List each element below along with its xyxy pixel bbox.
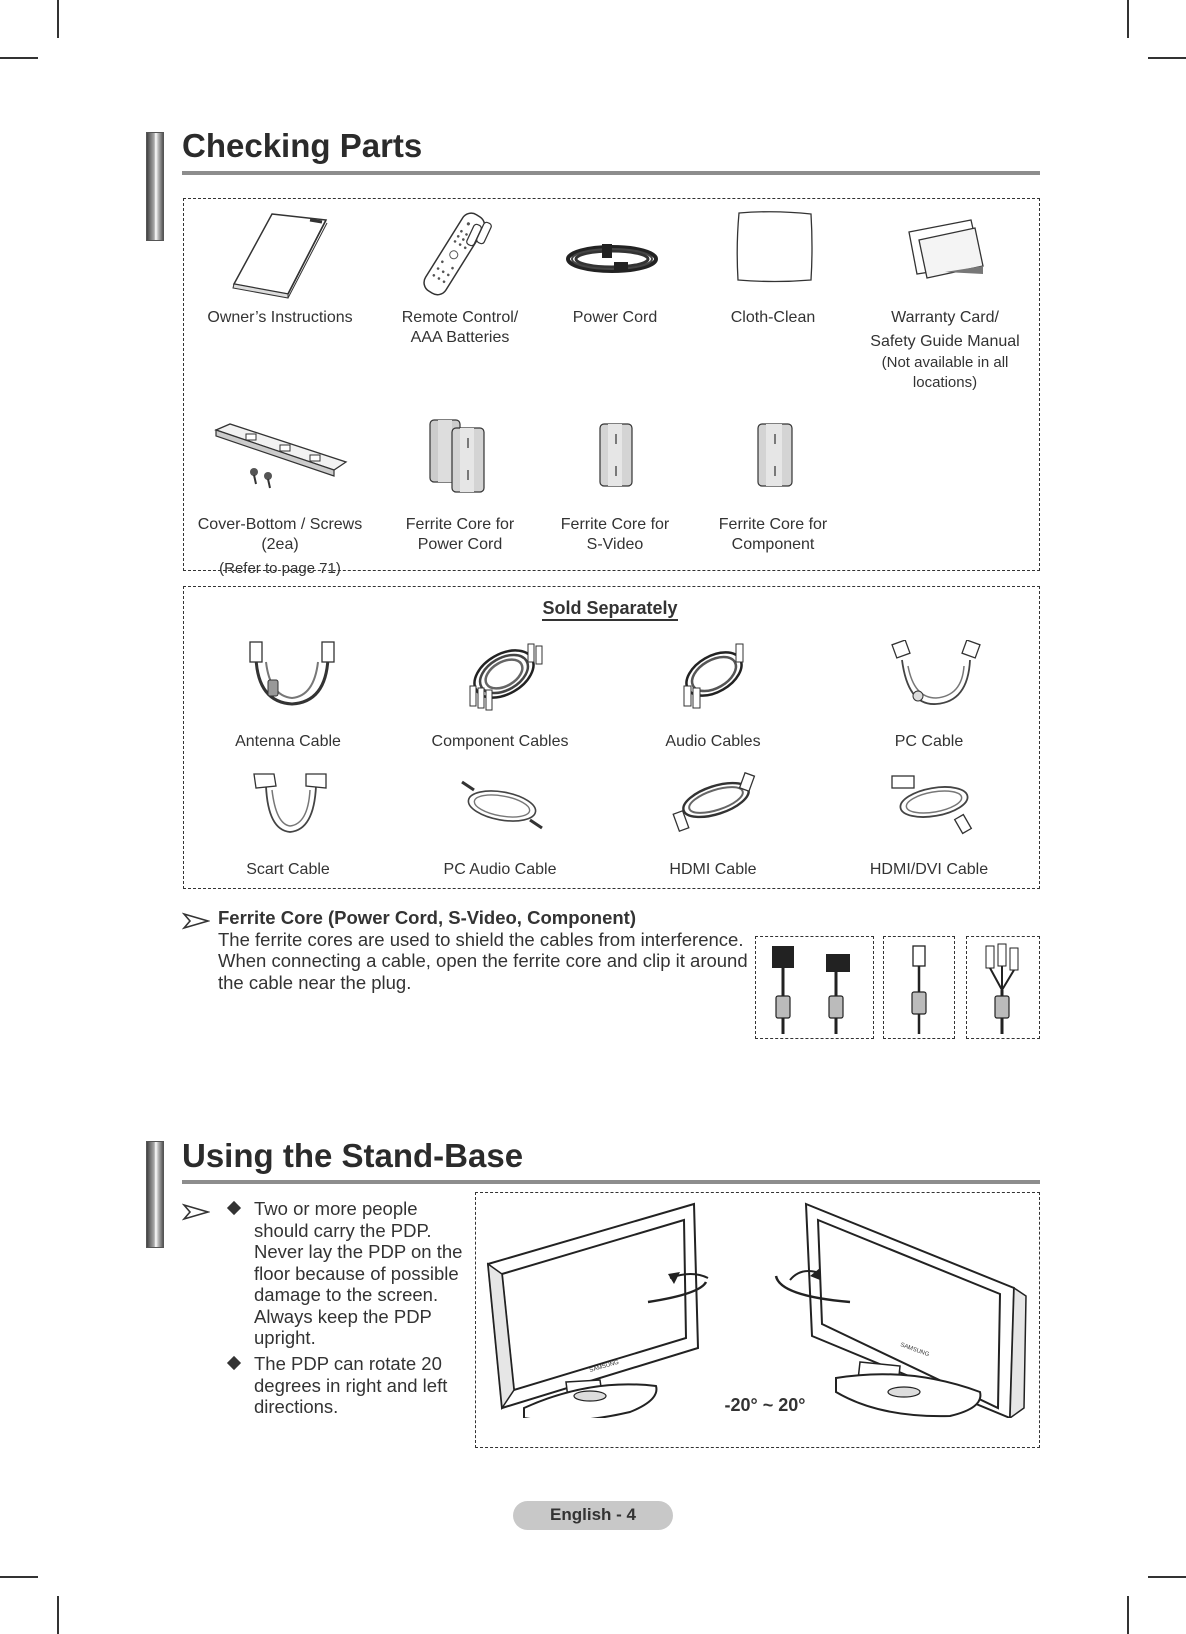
cable-label: HDMI/DVI Cable: [869, 861, 989, 878]
bullet-diamond-icon: [227, 1201, 241, 1215]
ferrite-core-icon: [598, 422, 634, 488]
tv-rotation-illustration: [480, 1196, 1036, 1418]
crop-mark: [1148, 57, 1186, 59]
part-label: [185, 515, 375, 579]
part-label-line: AAA Batteries: [410, 329, 510, 346]
pc-audio-cable-icon: [458, 776, 546, 834]
crop-mark: [0, 57, 38, 59]
crop-mark: [1127, 0, 1129, 38]
tv-brand-text: SAMSUNG: [588, 1359, 620, 1374]
cable-label: PC Cable: [894, 733, 964, 750]
part-label: [688, 515, 858, 555]
bullet-line: Two or more people: [254, 1198, 418, 1219]
part-label-line: Cover-Bottom / Screws (2ea): [197, 516, 363, 553]
bullet-line: degrees in right and left: [254, 1374, 448, 1396]
component-plug-ferrite-icon: [968, 940, 1038, 1036]
part-label: [850, 308, 1040, 393]
cable-label: HDMI Cable: [669, 861, 757, 878]
part-label-line: Warranty Card/: [891, 309, 999, 326]
cable-label: Audio Cables: [665, 733, 761, 750]
part-label: [530, 515, 700, 555]
part-sub-label: (Refer to page 71): [219, 560, 341, 577]
antenna-cable-icon: [244, 640, 340, 712]
ferrite-note-title: Ferrite Core (Power Cord, S-Video, Component): [218, 907, 637, 928]
part-label-line: S-Video: [586, 536, 644, 553]
hdmi-cable-icon: [670, 772, 760, 836]
cable-label: PC Audio Cable: [443, 861, 557, 878]
cable-label: Antenna Cable: [235, 733, 341, 750]
svideo-plug-ferrite-icon: [886, 940, 952, 1036]
cloth-icon: [735, 210, 815, 284]
crop-mark: [57, 1596, 59, 1634]
part-label: Owner’s Instructions: [207, 309, 353, 326]
bullet-line: floor because of possible: [254, 1262, 459, 1284]
ferrite-note: [218, 907, 748, 993]
crop-mark: [1127, 1596, 1129, 1634]
ferrite-core-pair-icon: [428, 418, 488, 494]
bullet-line: upright.: [254, 1327, 316, 1348]
part-label-line: Remote Control/: [401, 309, 519, 326]
warranty-card-icon: [905, 218, 985, 280]
rotation-range-label: -20° ~ 20°: [724, 1395, 806, 1415]
tv-brand-text: SAMSUNG: [899, 1342, 930, 1359]
section-marker-bar: [146, 132, 164, 241]
part-label-line: Ferrite Core for: [405, 516, 515, 533]
part-label-line: Ferrite Core for: [718, 516, 828, 533]
bullet-line: directions.: [254, 1396, 339, 1417]
hdmi-dvi-cable-icon: [888, 772, 980, 836]
stand-bullet: [254, 1353, 474, 1418]
bullet-line: The PDP can rotate 20: [254, 1353, 442, 1374]
pc-cable-icon: [888, 640, 984, 712]
audio-cables-icon: [674, 640, 752, 712]
ferrite-note-line: The ferrite cores are used to shield the cables from interference.: [218, 928, 744, 950]
stand-bullet: [254, 1198, 474, 1349]
sold-separately-heading-text: Sold Separately: [542, 598, 677, 621]
sold-separately-heading: [540, 597, 680, 619]
crop-mark: [1148, 1576, 1186, 1578]
part-label-line: Component: [731, 536, 815, 553]
part-label-line: Ferrite Core for: [560, 516, 670, 533]
arrow-marker-icon: [182, 1203, 210, 1221]
section-rule: [182, 1180, 1040, 1184]
power-cord-icon: [562, 238, 662, 280]
arrow-marker-icon: [182, 912, 210, 930]
bullet-line: Always keep the PDP: [254, 1305, 432, 1327]
manual-icon: [230, 208, 330, 300]
crop-mark: [57, 0, 59, 38]
bullet-line: Never lay the PDP on the: [254, 1241, 463, 1262]
part-label: [375, 308, 545, 348]
bullet-diamond-icon: [227, 1356, 241, 1370]
remote-control-icon: [410, 212, 502, 298]
ferrite-note-line: When connecting a cable, open the ferrite core and clip it around: [218, 950, 748, 971]
ferrite-note-line: the cable near the plug.: [218, 971, 412, 993]
section-rule: [182, 171, 1040, 175]
cover-bottom-icon: [210, 420, 350, 492]
part-label: Cloth-Clean: [730, 309, 816, 326]
cable-label: Component Cables: [431, 733, 569, 750]
bullet-line: damage to the screen.: [254, 1284, 439, 1305]
crop-mark: [0, 1576, 38, 1578]
part-label-line: Safety Guide Manual: [870, 333, 1020, 350]
part-sub-label: (Not available in all: [881, 354, 1009, 371]
ferrite-core-icon: [756, 422, 794, 488]
power-plug-ferrite-icon: [760, 940, 870, 1036]
scart-cable-icon: [250, 770, 332, 838]
cable-label: Scart Cable: [246, 861, 330, 878]
part-label: Power Cord: [572, 309, 658, 326]
page-number-badge: English - 4: [513, 1501, 673, 1530]
section-marker-bar: [146, 1141, 164, 1248]
part-label-line: Power Cord: [417, 536, 503, 553]
bullet-line: should carry the PDP.: [254, 1219, 432, 1241]
section-title-stand-base: Using the Stand-Base: [182, 1137, 524, 1174]
section-title-checking-parts: Checking Parts: [182, 127, 423, 164]
part-label: [375, 515, 545, 555]
part-sub-label: locations): [912, 374, 978, 391]
component-cables-icon: [462, 640, 546, 712]
